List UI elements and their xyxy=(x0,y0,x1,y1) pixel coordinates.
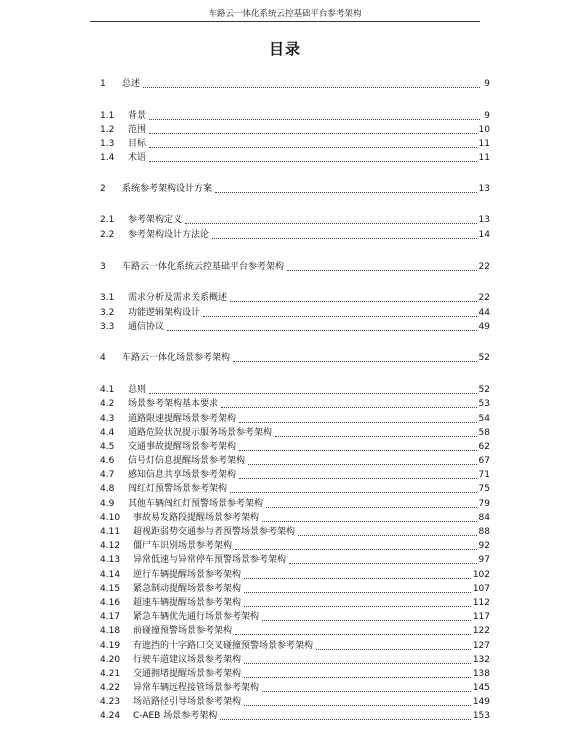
toc-dot-leader xyxy=(262,520,477,522)
toc-entry-page: 75 xyxy=(478,484,490,494)
toc-entry-page: 13 xyxy=(478,215,490,225)
toc-entry-title: 参考架构定义 xyxy=(128,215,183,225)
toc-entry-number: 4.20 xyxy=(100,655,121,665)
toc-dot-leader xyxy=(244,676,471,678)
toc-entry[interactable] xyxy=(100,425,490,439)
toc-entry-number: 4.4 xyxy=(100,428,115,438)
toc-entry[interactable] xyxy=(100,581,490,595)
toc-entry-page: 14 xyxy=(478,230,490,240)
toc-dot-leader xyxy=(262,690,471,692)
toc-dot-leader xyxy=(149,118,480,120)
toc-entry-page: 149 xyxy=(472,697,490,707)
toc-entry-number: 3.1 xyxy=(100,293,115,303)
toc-dot-leader xyxy=(235,548,477,550)
toc-dot-leader xyxy=(143,86,480,88)
toc-entry-page: 54 xyxy=(478,414,490,424)
toc-dot-leader xyxy=(220,718,471,720)
toc-entry[interactable] xyxy=(100,467,490,481)
toc-entry-title: 行驶车道建议场景参考架构 xyxy=(133,655,242,665)
toc-entry[interactable] xyxy=(100,453,490,467)
toc-entry-title: 通信协议 xyxy=(128,322,165,332)
toc-entry-title: 前碰撞预警场景参考架构 xyxy=(133,626,233,636)
toc-entry-number: 4.9 xyxy=(100,499,115,509)
toc-entry-number: 2 xyxy=(100,184,106,194)
toc-entry-page: 10 xyxy=(478,125,490,135)
toc-entry-page: 58 xyxy=(478,428,490,438)
running-header: 车路云一体化系统云控基础平台参考架构 xyxy=(208,9,362,19)
toc-dot-leader xyxy=(230,300,477,302)
toc-entry-number: 4.24 xyxy=(100,711,121,721)
toc-entry[interactable] xyxy=(100,524,490,538)
toc-dot-leader xyxy=(275,435,477,437)
toc-dot-leader xyxy=(230,491,477,493)
toc-entry-number: 1.1 xyxy=(100,111,115,121)
toc-entry-title: 紧急制动提醒场景参考架构 xyxy=(133,584,242,594)
toc-entry-page: 145 xyxy=(472,683,490,693)
toc-entry[interactable] xyxy=(100,396,490,410)
toc-dot-leader xyxy=(149,146,477,148)
toc-entry-title: 逆行车辆提醒场景参考架构 xyxy=(133,570,242,580)
toc-entry-number: 4.16 xyxy=(100,598,121,608)
toc-entry-number: 3.3 xyxy=(100,322,115,332)
toc-entry[interactable] xyxy=(100,595,490,609)
toc-entry[interactable] xyxy=(100,181,490,195)
toc-entry[interactable] xyxy=(100,212,490,226)
toc-entry-number: 4.21 xyxy=(100,669,121,679)
toc-dot-leader xyxy=(244,662,471,664)
toc-title: 目录 xyxy=(268,40,301,58)
toc-entry-page: 11 xyxy=(478,153,490,163)
toc-dot-leader xyxy=(244,704,471,706)
toc-entry-page: 127 xyxy=(472,641,490,651)
toc-entry-number: 4.23 xyxy=(100,697,121,707)
toc-entry-title: 超视距弱势交通参与者预警场景参考架构 xyxy=(133,527,296,537)
toc-entry[interactable] xyxy=(100,136,490,150)
toc-entry-page: 102 xyxy=(472,570,490,580)
toc-entry[interactable] xyxy=(100,481,490,495)
toc-entry-number: 1.3 xyxy=(100,139,115,149)
toc-entry-page: 107 xyxy=(472,584,490,594)
toc-dot-leader xyxy=(239,421,477,423)
toc-dot-leader xyxy=(235,633,471,635)
toc-entry[interactable] xyxy=(100,350,490,364)
toc-entry-number: 2.1 xyxy=(100,215,115,225)
toc-entry-page: 13 xyxy=(478,184,490,194)
toc-entry-page: 97 xyxy=(478,555,490,565)
toc-entry-page: 112 xyxy=(472,598,490,608)
toc-dot-leader xyxy=(221,406,477,408)
toc-dot-leader xyxy=(212,237,477,239)
toc-entry-title: 车路云一体化场景参考架构 xyxy=(122,353,231,363)
toc-dot-leader xyxy=(239,477,477,479)
toc-dot-leader xyxy=(244,577,471,579)
toc-entry-page: 22 xyxy=(478,293,490,303)
toc-entry-title: 感知信息共享场景参考架构 xyxy=(128,470,237,480)
toc-dot-leader xyxy=(149,132,477,134)
toc-entry[interactable] xyxy=(100,290,490,304)
toc-entry-number: 4.17 xyxy=(100,612,121,622)
toc-entry-number: 4.8 xyxy=(100,484,115,494)
toc-entry-page: 88 xyxy=(478,527,490,537)
toc-entry-title: 信号灯信息提醒场景参考架构 xyxy=(128,456,246,466)
toc-entry-number: 4.18 xyxy=(100,626,121,636)
toc-entry[interactable] xyxy=(100,708,490,722)
toc-entry-title: 参考架构设计方法论 xyxy=(128,230,210,240)
toc-entry-page: 67 xyxy=(478,456,490,466)
toc-dot-leader xyxy=(185,222,477,224)
toc-entry[interactable] xyxy=(100,382,490,396)
toc-entry[interactable] xyxy=(100,552,490,566)
toc-dot-leader xyxy=(239,449,477,451)
toc-entry-number: 4.22 xyxy=(100,683,121,693)
toc-entry-number: 3 xyxy=(100,262,106,272)
toc-entry-number: 4.13 xyxy=(100,555,121,565)
toc-dot-leader xyxy=(266,506,477,508)
toc-entry-number: 4.12 xyxy=(100,541,121,551)
toc-entry-title: 道路危险状况提示服务场景参考架构 xyxy=(128,428,273,438)
toc-entry[interactable] xyxy=(100,496,490,510)
toc-entry-page: 53 xyxy=(478,399,490,409)
toc-entry-page: 117 xyxy=(472,612,490,622)
toc-entry-number: 2.2 xyxy=(100,230,115,240)
toc-entry-number: 4.6 xyxy=(100,456,115,466)
toc-dot-leader xyxy=(244,591,471,593)
toc-entry-title: 功能逻辑架构设计 xyxy=(128,308,201,318)
toc-entry-title: 场站路径引导场景参考架构 xyxy=(133,697,242,707)
toc-dot-leader xyxy=(215,191,477,193)
toc-entry-title: 目标 xyxy=(128,139,147,149)
toc-entry[interactable] xyxy=(100,411,490,425)
toc-entry[interactable] xyxy=(100,510,490,524)
toc-entry-title: 交通事故提醒场景参考架构 xyxy=(128,442,237,452)
toc-entry-title: 背景 xyxy=(128,111,147,121)
toc-entry-title: 需求分析及需求关系概述 xyxy=(128,293,228,303)
toc-dot-leader xyxy=(289,562,477,564)
toc-entry[interactable] xyxy=(100,680,490,694)
toc-entry[interactable] xyxy=(100,108,490,122)
toc-entry-number: 1.4 xyxy=(100,153,115,163)
toc-dot-leader xyxy=(203,315,477,317)
toc-entry-title: 系统参考架构设计方案 xyxy=(122,184,213,194)
toc-entry-number: 4.1 xyxy=(100,385,115,395)
toc-entry-page: 92 xyxy=(478,541,490,551)
toc-entry-number: 4.11 xyxy=(100,527,121,537)
toc-entry-page: 153 xyxy=(472,711,490,721)
toc-entry-number: 4.10 xyxy=(100,513,121,523)
toc-entry-number: 4.3 xyxy=(100,414,115,424)
toc-dot-leader xyxy=(248,463,477,465)
toc-entry-number: 3.2 xyxy=(100,308,115,318)
toc-dot-leader xyxy=(149,160,477,162)
toc-entry-title: 事故易发路段提醒场景参考架构 xyxy=(133,513,260,523)
toc-entry-title: 僵尸车识别场景参考架构 xyxy=(133,541,233,551)
toc-entry-title: 术语 xyxy=(128,153,147,163)
toc-entry-page: 79 xyxy=(478,499,490,509)
toc-entry-number: 1.2 xyxy=(100,125,115,135)
toc-entry-number: 4.15 xyxy=(100,584,121,594)
toc-entry[interactable] xyxy=(100,305,490,319)
toc-entry-page: 71 xyxy=(478,470,490,480)
toc-entry-page: 84 xyxy=(478,513,490,523)
toc-entry[interactable] xyxy=(100,76,490,90)
toc-entry-title: 异常车辆远程接管场景参考架构 xyxy=(133,683,260,693)
toc-entry[interactable] xyxy=(100,227,490,241)
toc-entry-page: 22 xyxy=(478,262,490,272)
toc-entry[interactable] xyxy=(100,567,490,581)
toc-entry[interactable] xyxy=(100,150,490,164)
toc-entry-title: 交通拥堵提醒场景参考架构 xyxy=(133,669,242,679)
toc-entry-page: 52 xyxy=(478,353,490,363)
toc-entry-page: 49 xyxy=(478,322,490,332)
toc-entry-title: 道路限速提醒场景参考架构 xyxy=(128,414,237,424)
toc-entry-page: 9 xyxy=(484,79,490,89)
toc-entry[interactable] xyxy=(100,609,490,623)
toc-entry-title: 异常低速与异常停车预警场景参考架构 xyxy=(133,555,287,565)
toc-dot-leader xyxy=(287,269,477,271)
toc-dot-leader xyxy=(298,534,477,536)
toc-dot-leader xyxy=(167,329,477,331)
toc-dot-leader xyxy=(233,360,477,362)
toc-entry[interactable] xyxy=(100,538,490,552)
toc-entry-title: 总则 xyxy=(128,385,147,395)
toc-entry-title: 闯红灯预警场景参考架构 xyxy=(128,484,228,494)
toc-entry-title: 范围 xyxy=(128,125,147,135)
toc-entry-page: 122 xyxy=(472,626,490,636)
toc-dot-leader xyxy=(316,648,471,650)
toc-entry[interactable] xyxy=(100,638,490,652)
toc-entry-number: 4 xyxy=(100,353,106,363)
toc-entry-title: C-AEB 场景参考架构 xyxy=(133,711,218,721)
toc-entry-number: 4.5 xyxy=(100,442,115,452)
toc-entry-title: 超速车辆提醒场景参考架构 xyxy=(133,598,242,608)
toc-entry[interactable] xyxy=(100,259,490,273)
toc-entry-title: 场景参考架构基本要求 xyxy=(128,399,219,409)
toc-entry-number: 1 xyxy=(100,79,106,89)
toc-entry[interactable] xyxy=(100,652,490,666)
toc-entry-title: 总述 xyxy=(122,79,141,89)
toc-entry-title: 有遮挡的十字路口交叉碰撞预警场景参考架构 xyxy=(133,641,314,651)
toc-entry-title: 其他车辆闯红灯预警场景参考架构 xyxy=(128,499,264,509)
toc-entry-page: 44 xyxy=(478,308,490,318)
toc-entry[interactable] xyxy=(100,439,490,453)
toc-entry-page: 52 xyxy=(478,385,490,395)
toc-entry-number: 4.7 xyxy=(100,470,115,480)
toc-entry-page: 132 xyxy=(472,655,490,665)
toc-dot-leader xyxy=(149,392,477,394)
toc-entry-page: 9 xyxy=(484,111,490,121)
toc-entry-page: 11 xyxy=(478,139,490,149)
toc-entry-title: 紧急车辆优先通行场景参考架构 xyxy=(133,612,260,622)
toc-entry[interactable] xyxy=(100,666,490,680)
toc-entry-number: 4.2 xyxy=(100,399,115,409)
toc-entry-page: 138 xyxy=(472,669,490,679)
toc-entry-number: 4.19 xyxy=(100,641,121,651)
toc-dot-leader xyxy=(262,619,471,621)
toc-entry-title: 车路云一体化系统云控基础平台参考架构 xyxy=(122,262,285,272)
toc-entry[interactable] xyxy=(100,319,490,333)
toc-entry-number: 4.14 xyxy=(100,570,121,580)
toc-entry[interactable] xyxy=(100,122,490,136)
toc-entry-page: 62 xyxy=(478,442,490,452)
toc-dot-leader xyxy=(244,605,471,607)
toc-entry[interactable] xyxy=(100,694,490,708)
toc-entry[interactable] xyxy=(100,623,490,637)
